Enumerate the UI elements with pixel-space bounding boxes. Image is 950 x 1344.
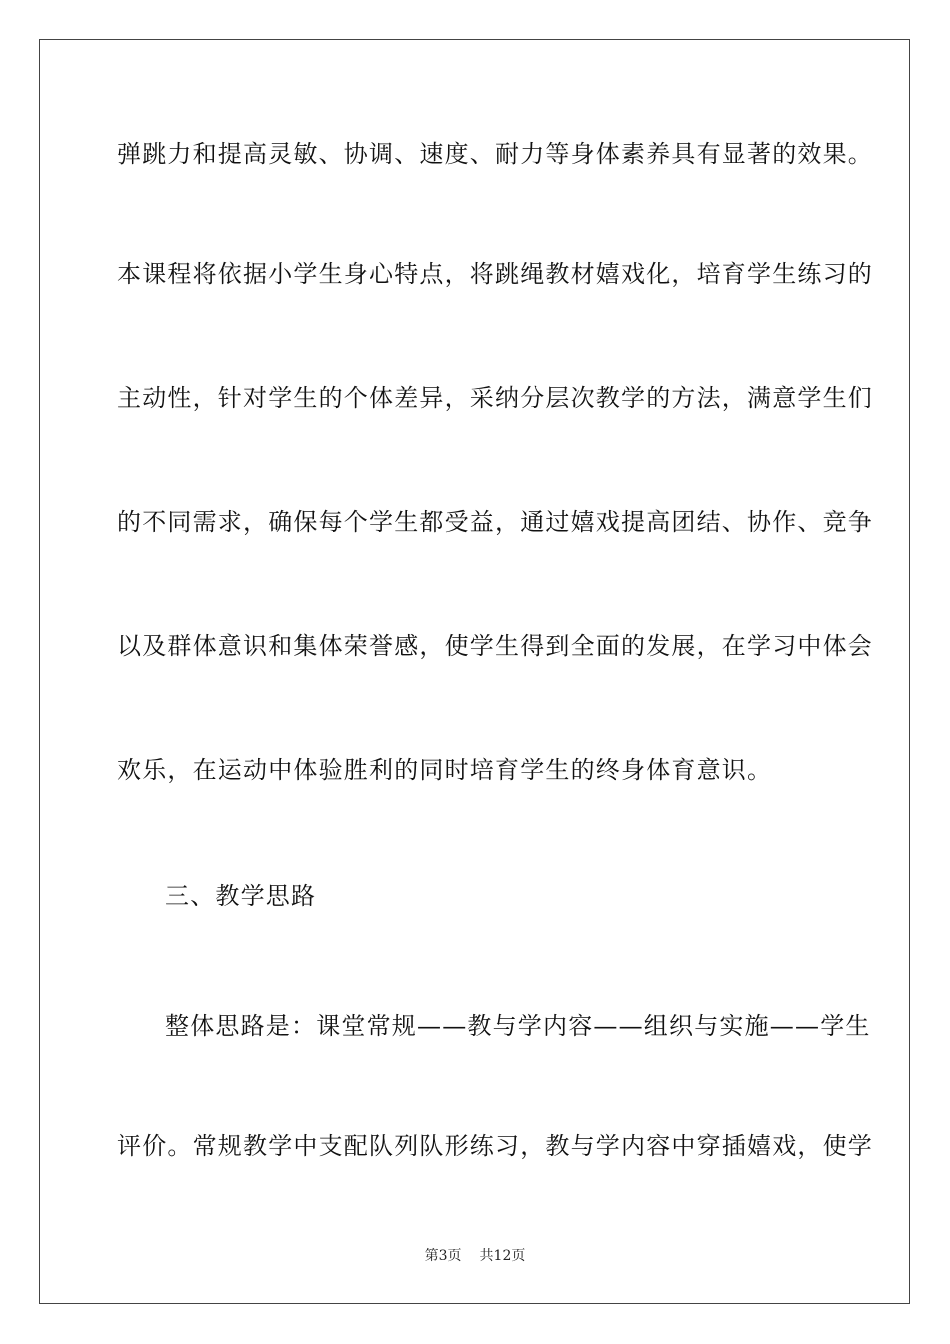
page-border [39,39,910,1304]
body-text-line: 弹跳力和提高灵敏、协调、速度、耐力等身体素养具有显著的效果。 [117,140,873,168]
body-text-line: 主动性，针对学生的个体差异，采纳分层次教学的方法，满意学生们 [117,384,873,412]
body-text-line: 整体思路是：课堂常规——教与学内容——组织与实施——学生 [165,1012,871,1040]
body-text-line: 评价。常规教学中支配队列队形练习，教与学内容中穿插嬉戏，使学 [117,1132,873,1160]
body-text-line: 的不同需求，确保每个学生都受益，通过嬉戏提高团结、协作、竞争 [117,508,873,536]
total-pages: 共12页 [479,1248,526,1264]
section-heading: 三、教学思路 [165,882,317,910]
page-footer [0,1246,950,1266]
body-text-line: 本课程将依据小学生身心特点，将跳绳教材嬉戏化，培育学生练习的 [117,260,873,288]
body-text-line: 欢乐，在运动中体验胜利的同时培育学生的终身体育意识。 [117,756,773,784]
body-text-line: 以及群体意识和集体荣誉感，使学生得到全面的发展，在学习中体会 [117,632,873,660]
page-number: 第3页 [424,1248,462,1264]
